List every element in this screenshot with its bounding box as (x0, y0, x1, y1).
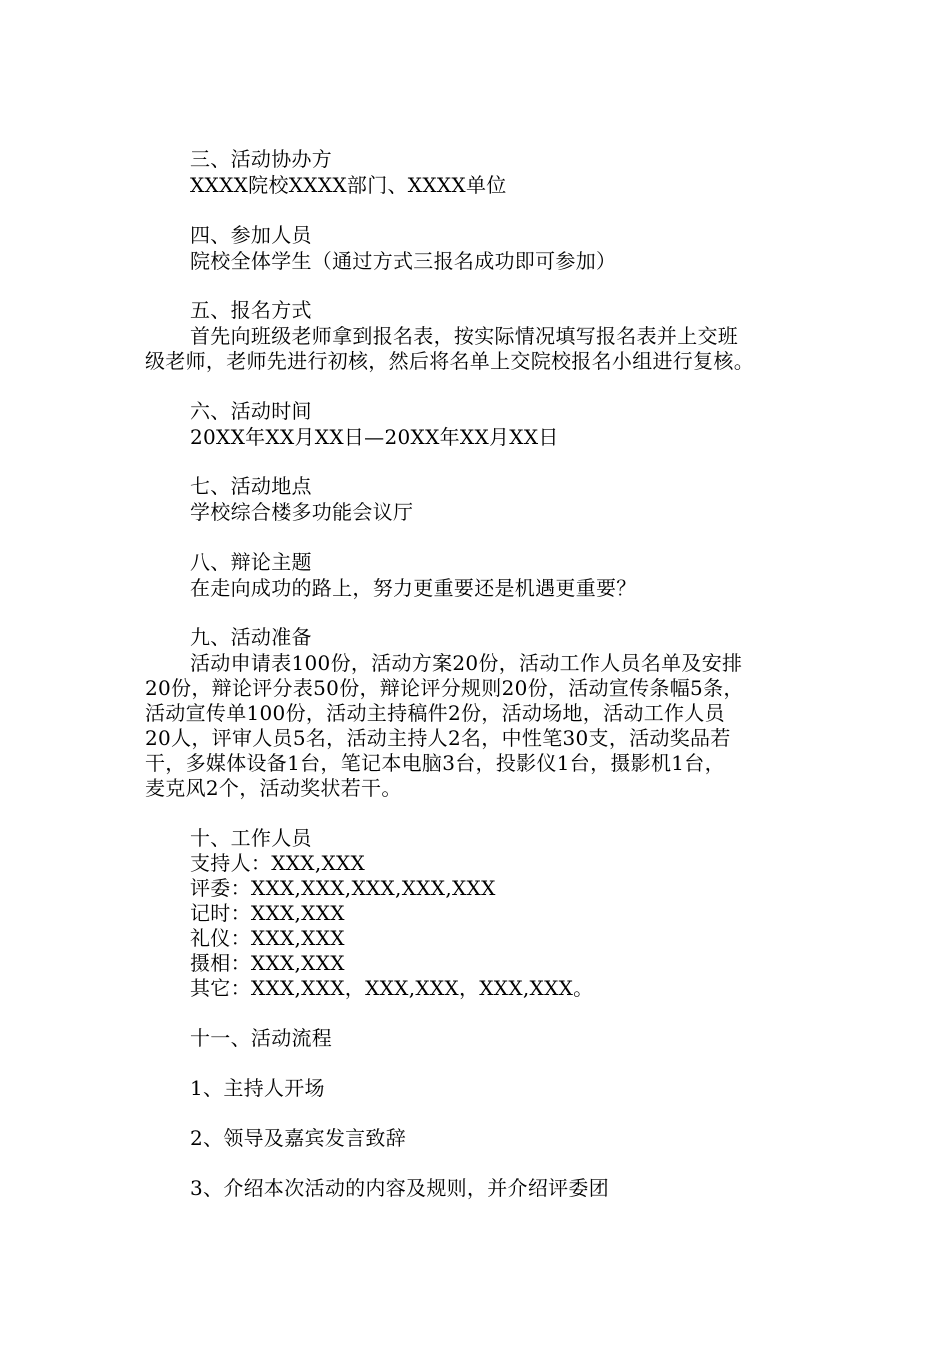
preparation-line: 麦克风2个，活动奖状若干。 (145, 776, 402, 800)
preparation-line: 20份，辩论评分表50份，辩论评分规则20份，活动宣传条幅5条， (145, 676, 744, 700)
registration-line: 级老师，老师先进行初核，然后将名单上交院校报名小组进行复核。 (145, 349, 754, 373)
section-heading-process: 十一、活动流程 (190, 1026, 333, 1050)
staff-line: 礼仪：XXX,XXX (190, 926, 345, 950)
section-heading-staff: 十、工作人员 (190, 826, 312, 850)
preparation-line: 活动宣传单100份，活动主持稿件2份，活动场地，活动工作人员 (145, 701, 725, 725)
process-step: 1、主持人开场 (190, 1076, 325, 1100)
section-heading-registration: 五、报名方式 (190, 298, 312, 322)
section-heading-preparation: 九、活动准备 (190, 625, 312, 649)
participants-text: 院校全体学生（通过方式三报名成功即可参加） (190, 249, 617, 273)
process-step: 2、领导及嘉宾发言致辞 (190, 1126, 407, 1150)
staff-line: 支持人：XXX,XXX (190, 851, 366, 875)
time-text: 20XX年XX月XX日—20XX年XX月XX日 (190, 425, 559, 449)
section-heading-location: 七、活动地点 (190, 474, 312, 498)
preparation-line: 干，多媒体设备1台，笔记本电脑3台，投影仪1台，摄影机1台， (145, 751, 725, 775)
process-step: 3、介绍本次活动的内容及规则，并介绍评委团 (190, 1176, 610, 1200)
preparation-line: 20人，评审人员5名，活动主持人2名，中性笔30支，活动奖品若 (145, 726, 731, 750)
preparation-line: 活动申请表100份，活动方案20份，活动工作人员名单及安排 (190, 651, 743, 675)
co-organizer-text: XXXX院校XXXX部门、XXXX单位 (190, 173, 507, 197)
topic-text: 在走向成功的路上，努力更重要还是机遇更重要？ (190, 576, 637, 600)
section-heading-participants: 四、参加人员 (190, 223, 312, 247)
section-heading-time: 六、活动时间 (190, 399, 312, 423)
registration-line: 首先向班级老师拿到报名表，按实际情况填写报名表并上交班 (190, 324, 739, 348)
staff-line: 记时：XXX,XXX (190, 901, 345, 925)
staff-line: 评委：XXX,XXX,XXX,XXX,XXX (190, 876, 496, 900)
section-heading-co-organizer: 三、活动协办方 (190, 147, 333, 171)
section-heading-topic: 八、辩论主题 (190, 550, 312, 574)
staff-line: 其它：XXX,XXX，XXX,XXX，XXX,XXX。 (190, 976, 594, 1000)
location-text: 学校综合楼多功能会议厅 (190, 500, 414, 524)
staff-line: 摄相：XXX,XXX (190, 951, 345, 975)
